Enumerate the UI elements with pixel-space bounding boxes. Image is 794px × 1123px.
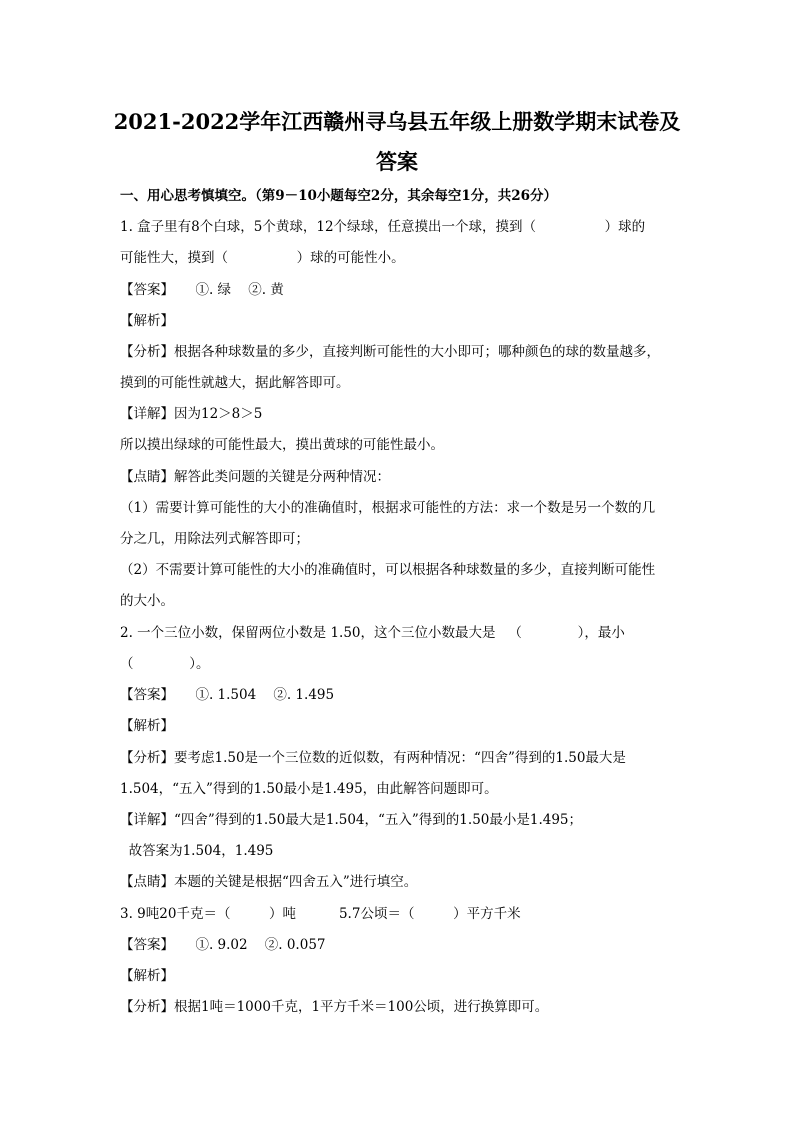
question-1-line-1: 1. 盒子里有8个白球，5个黄球，12个绿球，任意摸出一个球，摸到（ ）球的 — [120, 219, 646, 235]
question-1-fenxi-line-1: 【分析】根据各种球数量的多少，直接判断可能性的大小即可；哪种颜色的球的数量越多， — [120, 344, 660, 360]
question-1-comment-line-1: 【点睛】解答此类问题的关键是分两种情况： — [120, 469, 390, 485]
question-2-detail-line-1: 【详解】“四舍”得到的1.50最大是1.504，“五入”得到的1.50最小是1.495； — [120, 812, 583, 828]
question-2-fenxi-line-2: 1.504，“五入”得到的1.50最小是1.495，由此解答问题即可。 — [120, 781, 498, 797]
question-1-line-2: 可能性大，摸到（ ）球的可能性小。 — [120, 250, 405, 266]
section-heading: 一、用心思考慎填空。（第9－10小题每空2分，其余每空1分，共26分） — [120, 188, 558, 204]
question-1-analysis-label: 【解析】 — [120, 313, 174, 329]
document-title-line-1: 2021-2022学年江西赣州寻乌县五年级上册数学期末试卷及 — [113, 109, 681, 134]
question-3-answer: 【答案】 ①. 9.02 ②. 0.057 — [120, 937, 326, 953]
question-1-detail-line-1: 【详解】因为12＞8＞5 — [120, 406, 263, 422]
question-1-comment-line-5: 的大小。 — [120, 593, 174, 609]
question-1-comment-line-3: 分之几，用除法列式解答即可； — [120, 531, 309, 547]
question-2-comment-line-1: 【点睛】本题的关键是根据“四舍五入”进行填空。 — [120, 874, 418, 890]
question-1-comment-line-2: （1）需要计算可能性的大小的准确值时，根据求可能性的方法：求一个数是另一个数的几 — [120, 500, 656, 516]
question-2-answer: 【答案】 ①. 1.504 ②. 1.495 — [120, 687, 335, 703]
question-3-fenxi-line-1: 【分析】根据1吨＝1000千克，1平方千米＝100公顷，进行换算即可。 — [120, 999, 549, 1015]
question-2-line-2: （ ）。 — [120, 656, 210, 672]
question-2-analysis-label: 【解析】 — [120, 718, 174, 734]
question-1-comment-line-4: （2）不需要计算可能性的大小的准确值时，可以根据各种球数量的多少，直接判断可能性 — [120, 562, 656, 578]
document-title-line-2: 答案 — [376, 149, 418, 174]
question-1-detail-line-2: 所以摸出绿球的可能性最大，摸出黄球的可能性最小。 — [120, 437, 444, 453]
question-1-answer: 【答案】 ①. 绿 ②. 黄 — [120, 282, 284, 298]
question-3-analysis-label: 【解析】 — [120, 968, 174, 984]
question-3-line-1: 3. 9吨20千克＝（ ）吨 5.7公顷＝（ ）平方千米 — [120, 906, 521, 922]
question-2-fenxi-line-1: 【分析】要考虑1.50是一个三位数的近似数，有两种情况：“四舍”得到的1.50最大是 — [120, 750, 626, 766]
question-2-line-1: 2. 一个三位小数，保留两位小数是 1.50，这个三位小数最大是 （ ），最小 — [120, 625, 625, 641]
question-1-fenxi-line-2: 摸到的可能性就越大，据此解答即可。 — [120, 375, 350, 391]
question-2-detail-line-2: 故答案为1.504，1.495 — [120, 843, 274, 859]
